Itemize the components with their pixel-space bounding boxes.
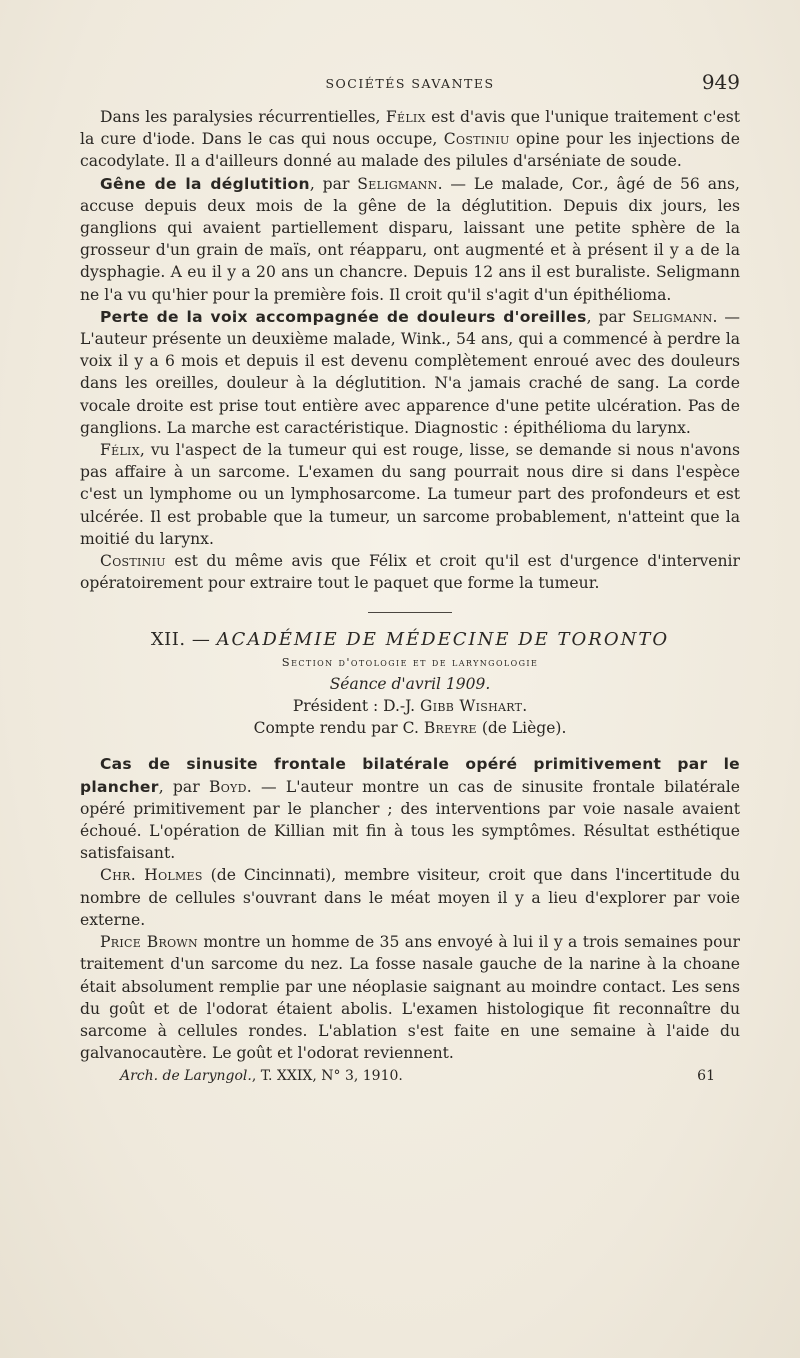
text-run: . — L'auteur présente un deuxième malade, Wink., 54 ans, qui a commencé à perdre la voix il y a 6 mois et depuis il est devenu complètement enroué avec des douleurs dans les oreilles, douleur à la déglutition. N'a jamais craché de sang. La corde vocale droite est prise tout entière avec apparence d'une petite ulcération. Pas de ganglions. La marche est caractéristique. Diagnostic : épithélioma du larynx.: [80, 307, 740, 437]
text-run: . — L'auteur montre un cas de sinusite frontale bilatérale opéré primitivement par le plancher ; des interventions par voie nasale avaient échoué. L'opération de Killian mit fin à tous les symptômes. Résultat esthétique satisfaisant.: [80, 777, 741, 863]
text-run: .: [522, 697, 528, 716]
academy-title: [80, 629, 740, 651]
case-title: Cas de sinusite frontale bilatérale opéré primitivement par le plancher: [80, 755, 740, 796]
text-run: (de Cincinnati), membre visiteur, croit que dans l'incertitude du nombre de cellules s'ouvrant dans le méat moyen il y a lieu d'explorer par voie externe.: [80, 866, 740, 929]
body-text-lower: [80, 753, 740, 1064]
subsection-title: Section d'otologie et de laryngologie: [281, 655, 539, 670]
body-text-upper: [80, 106, 740, 594]
case-title: Perte de la voix accompagnée de douleurs d'oreilles: [100, 307, 587, 326]
author-name: Félix: [385, 108, 426, 126]
page-footer: [80, 1066, 740, 1092]
report-credit: [80, 717, 740, 739]
reporter-name: Breyre: [423, 719, 477, 738]
section-heading: [80, 629, 740, 739]
paragraph-paralysies: [80, 106, 740, 173]
journal-reference: [120, 1068, 403, 1084]
section-divider: [368, 612, 452, 613]
text-run: est d'avis que l'unique traitement c'est la cure d'iode. Dans le cas qui nous occupe,: [80, 108, 740, 149]
text-run: . — Le malade, Cor., âgé de 56 ans, accuse depuis deux mois de la gêne de la déglutition. Depuis dix jours, les ganglions qui avaient partiellement disparu, laissant une petite sphère de la grosseur d'un grain de maïs, ont réapparu, ont augmenté et à présent il y a de la dysphagie. A eu il y a 20 ans un chancre. Depuis 12 ans il est buraliste. Seligmann ne l'a vu qu'hier pour la première fois. Il croit qu'il s'agit d'un épithélioma.: [80, 174, 740, 304]
journal-name: Arch. de Laryngol.: [120, 1068, 252, 1085]
president-name: Gibb Wishart: [420, 697, 523, 716]
paragraph-price-brown: [80, 931, 740, 1064]
text-run: , par: [158, 777, 209, 796]
running-title: SOCIÉTÉS SAVANTES: [325, 76, 495, 91]
author-name: Boyd: [208, 777, 247, 796]
page-number: 949: [701, 70, 740, 94]
author-name: Félix: [100, 441, 140, 460]
paragraph-costiniu-avis: [80, 550, 740, 594]
text-run: montre un homme de 35 ans envoyé à lui il y a trois semaines pour traitement d'un sarcome du nez. La fosse nasale gauche de la narine à la choane était absolument remplie par une néoplasie saignant au moindre contact. Les sens du goût et de l'odorat étaient abolis. L'examen histologique fit reconnaître du sarcome à cellules rondes. L'ablation s'est faite en une semaine à l'aide du galvanocautère. Le goût et l'odorat reviennent.: [80, 933, 741, 1063]
text-run: Dans les paralysies récurrentielles,: [100, 108, 386, 126]
text-run: (de Liège).: [476, 719, 567, 738]
academy-name: ACADÉMIE DE MÉDECINE DE TORONTO: [216, 629, 670, 651]
text-run: est du même avis que Félix et croit qu'il est d'urgence d'intervenir opératoirement pour extraire tout le paquet que forme la tumeur.: [80, 552, 740, 593]
paragraph-deglutition: [80, 173, 740, 306]
author-name: Seligmann: [357, 174, 438, 193]
text-run: , vu l'aspect de la tumeur qui est rouge, lisse, se demande si nous n'avons pas affaire à un sarcome. L'examen du sang pourrait nous dire si dans l'espèce c'est un lymphome ou un lymphosarcome. La tumeur part des profondeurs et est ulcérée. Il est probable que la tumeur, un sarcome probablement, n'atteint que la moitié du larynx.: [80, 441, 740, 548]
author-name: Costiniu: [100, 552, 166, 571]
president-line: [80, 695, 740, 717]
text-run: opine pour les injections de cacodylate. Il a d'ailleurs donné au malade des pilules d'arséniate de soude.: [80, 130, 740, 171]
section-number: XII. —: [150, 629, 217, 651]
author-name: Price Brown: [100, 933, 198, 952]
page-header: [80, 70, 740, 106]
text-run: Président : D.-J.: [292, 697, 421, 716]
paragraph-holmes: [80, 864, 740, 931]
case-title: Gêne de la déglutition: [100, 174, 310, 193]
session-date: Séance d'avril 1909.: [329, 675, 491, 694]
text-run: Compte rendu par C.: [253, 719, 424, 738]
text-run: , par: [586, 307, 633, 326]
paragraph-felix-sarcome: [80, 439, 740, 550]
journal-issue: , T. XXIX, N° 3, 1910.: [251, 1068, 403, 1085]
author-name: Seligmann: [632, 307, 713, 326]
signature-mark: 61: [697, 1068, 715, 1085]
author-name: Chr. Holmes: [100, 866, 203, 885]
text-run: , par: [309, 174, 358, 193]
paragraph-sinusite: [80, 753, 740, 864]
author-name: Costiniu: [443, 130, 510, 149]
paragraph-perte-voix: [80, 306, 740, 439]
